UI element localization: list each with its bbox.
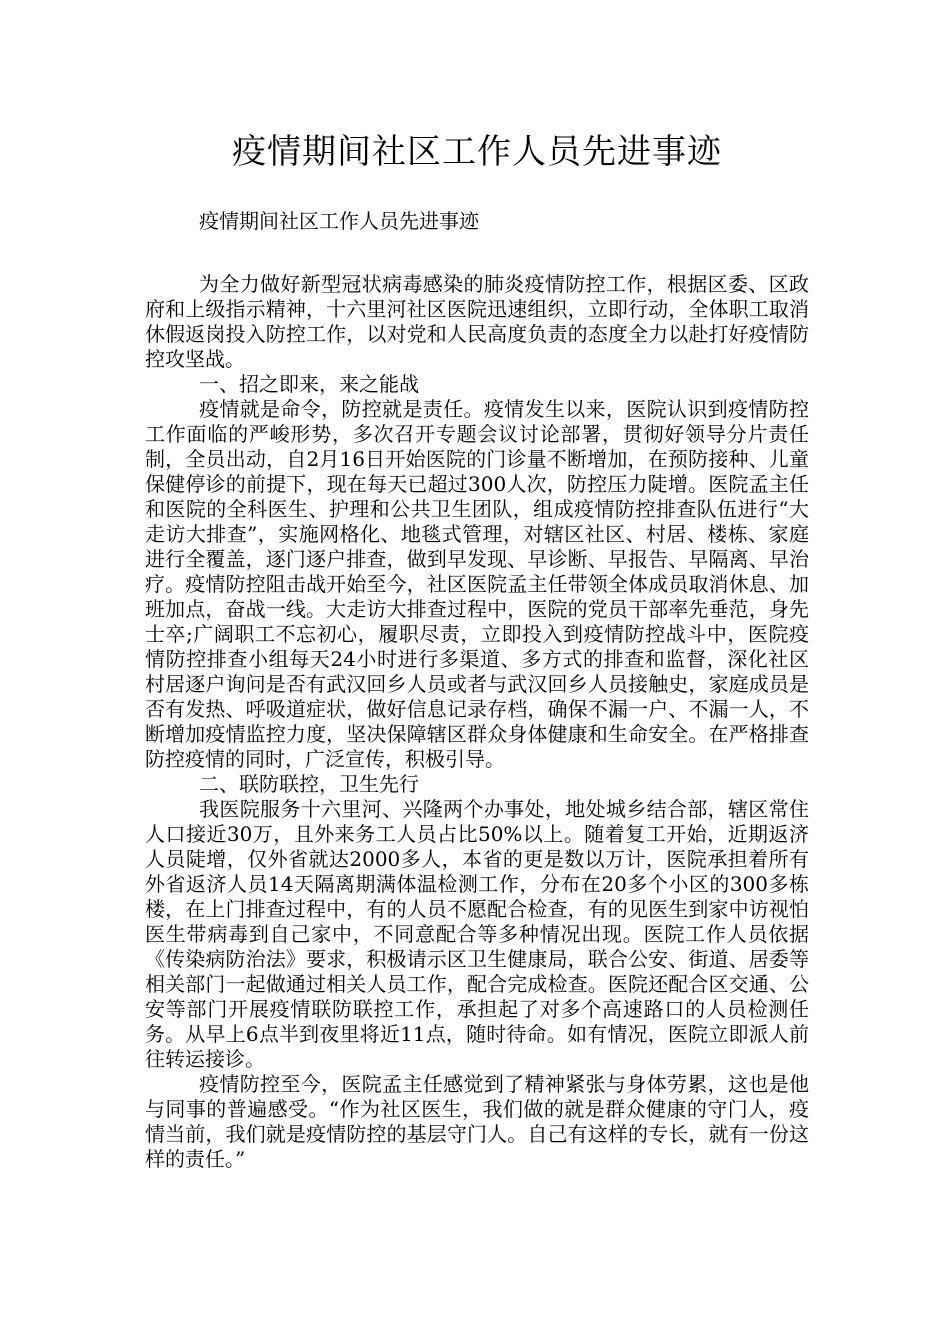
document-title: 疫情期间社区工作人员先进事迹 <box>232 132 722 172</box>
closing-paragraph: 疫情防控至今，医院孟主任感觉到了精神紧张与身体劳累，这也是他与同事的普遍感受。“作为社区医生，我们做的就是群众健康的守门人，疫情当前，我们就是疫情防控的基层守门人。自己有这样的专长，就有一份这样的责任。” <box>145 1072 809 1171</box>
document-body <box>145 272 809 1172</box>
section-heading-2: 二、联防联控，卫生先行 <box>199 772 419 796</box>
intro-paragraph: 为全力做好新型冠状病毒感染的肺炎疫情防控工作，根据区委、区政府和上级指示精神，十六里河社区医院迅速组织，立即行动，全体职工取消休假返岗投入防控工作，以对党和人民高度负责的态度全力以赴打好疫情防控攻坚战。 <box>145 272 809 371</box>
section-2-paragraph: 我医院服务十六里河、兴隆两个办事处，地处城乡结合部，辖区常住人口接近30万，且外来务工人员占比50%以上。随着复工开始，近期返济人员陡增，仅外省就达2000多人，本省的更是数以万计，医院承担着所有外省返济人员14天隔离期满体温检测工作，分布在20多个小区的300多栋楼，在上门排查过程中，有的人员不愿配合检查，有的见医生到家中访视怕医生带病毒到自己家中，不同意配合等多种情况出现。医院工作人员依据《传染病防治法》要求，积极请示区卫生健康局，联合公安、街道、居委等相关部门一起做通过相关人员工作，配合完成检查。医院还配合区交通、公安等部门开展疫情联防联控工作，承担起了对多个高速路口的人员检测任务。从早上6点半到夜里将近11点，随时待命。如有情况，医院立即派人前往转运接诊。 <box>145 797 809 1071</box>
section-heading-1: 一、招之即来，来之能战 <box>199 372 419 396</box>
document-subtitle: 疫情期间社区工作人员先进事迹 <box>199 209 479 233</box>
document-page <box>145 0 809 1172</box>
section-1-paragraph: 疫情就是命令，防控就是责任。疫情发生以来，医院认识到疫情防控工作面临的严峻形势，多次召开专题会议讨论部署，贯彻好领导分片责任制，全员出动，自2月16日开始医院的门诊量不断增加，在预防接种、儿童保健停诊的前提下，现在每天已超过300人次，防控压力陡增。医院孟主任和医院的全科医生、护理和公共卫生团队，组成疫情防控排查队伍进行“大走访大排查”，实施网格化、地毯式管理，对辖区社区、村居、楼栋、家庭进行全覆盖，逐门逐户排查，做到早发现、早诊断、早报告、早隔离、早治疗。疫情防控阻击战开始至今，社区医院孟主任带领全体成员取消休息、加班加点，奋战一线。大走访大排查过程中，医院的党员干部率先垂范，身先士卒;广阔职工不忘初心，履职尽责，立即投入到疫情防控战斗中，医院疫情防控排查小组每天24小时进行多渠道、多方式的排查和监督，深化社区村居逐户询问是否有武汉回乡人员或者与武汉回乡人员接触史，家庭成员是否有发热、呼吸道症状，做好信息记录存档，确保不漏一户、不漏一人，不断增加疫情监控力度，坚决保障辖区群众身体健康和生命安全。在严格排查防控疫情的同时，广泛宣传，积极引导。 <box>145 397 809 771</box>
